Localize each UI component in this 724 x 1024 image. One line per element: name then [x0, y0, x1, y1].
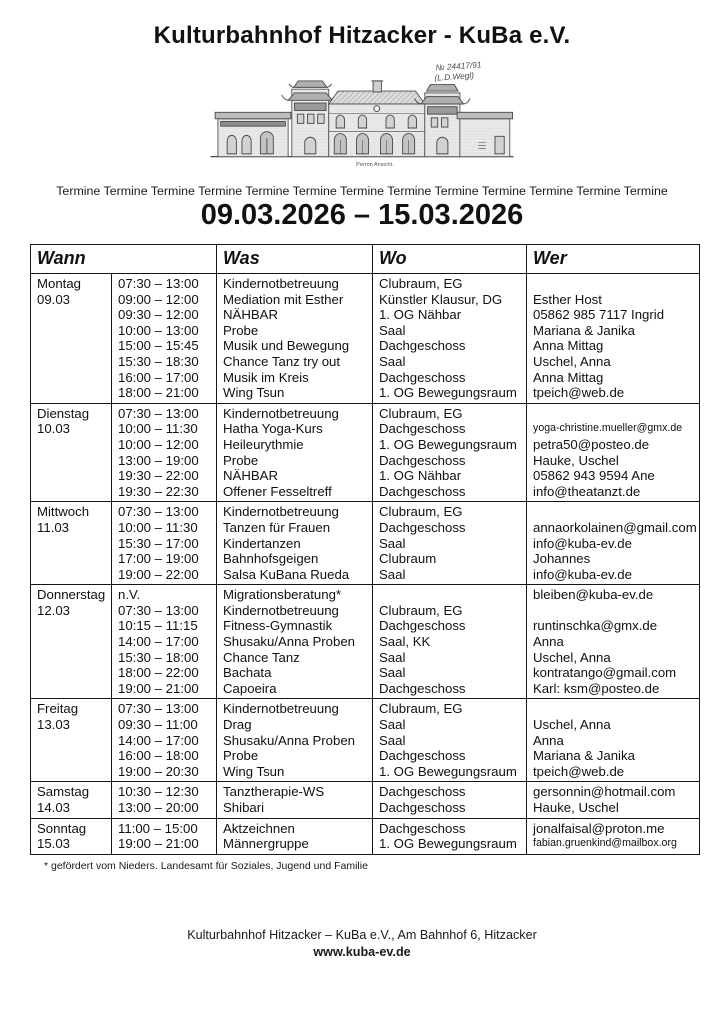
event-time: 18:00 – 22:00 — [118, 665, 199, 681]
station-facade — [211, 81, 514, 157]
event-wo: Dachgeschoss — [379, 680, 466, 696]
event-was: Tanztherapie-WS — [223, 784, 325, 800]
handwritten-annotation — [433, 59, 482, 82]
wer-cell — [527, 502, 700, 585]
wo-cell — [373, 403, 527, 502]
event-wer: tpeich@web.de — [533, 385, 625, 401]
was-cell — [217, 403, 373, 502]
time-cell — [112, 274, 217, 404]
event-time: 18:00 – 21:00 — [118, 385, 199, 401]
event-was: Wing Tsun — [223, 385, 285, 401]
event-wo: Saal — [379, 566, 406, 582]
schedule-table — [30, 244, 700, 855]
station-drawing — [0, 52, 724, 182]
event-was: Capoeira — [223, 680, 277, 696]
event-wer: info@kuba-ev.de — [533, 566, 632, 582]
event-wo: Saal — [379, 717, 406, 733]
event-wo: Dachgeschoss — [379, 784, 466, 800]
event-wo: Dachgeschoss — [379, 338, 466, 354]
event-wer: Mariana & Janika — [533, 322, 635, 338]
event-wer: Karl: ksm@posteo.de — [533, 680, 660, 696]
event-was: Probe — [223, 452, 259, 468]
wer-cell — [527, 585, 700, 699]
event-wer: Anna — [533, 634, 564, 650]
event-wer: Anna Mittag — [533, 338, 604, 354]
event-time: 19:00 – 21:00 — [118, 680, 199, 696]
event-wer: runtinschka@gmx.de — [533, 618, 658, 634]
event-wer: 05862 943 9594 Ane — [533, 468, 655, 484]
event-time: 14:00 – 17:00 — [118, 634, 199, 650]
time-cell — [112, 585, 217, 699]
day-date: 14.03 — [37, 800, 71, 815]
event-wer — [533, 406, 699, 422]
day-cell — [31, 403, 112, 502]
event-wo: Dachgeschoss — [379, 519, 466, 535]
event-was: Heileurythmie — [223, 436, 304, 452]
event-time: 14:00 – 17:00 — [118, 732, 199, 748]
event-time: 19:00 – 21:00 — [118, 836, 199, 852]
drawing-annotation-line2: (L.D.Wegl) — [434, 70, 475, 83]
event-was: Mediation mit Esther — [223, 291, 344, 307]
event-was: Shusaku/Anna Proben — [223, 634, 355, 650]
was-cell — [217, 818, 373, 854]
day-row — [31, 818, 700, 854]
event-wo: Dachgeschoss — [379, 369, 466, 385]
wo-cell — [373, 699, 527, 782]
event-wo: 1. OG Bewegungsraum — [379, 385, 517, 401]
event-wer: 05862 985 7117 Ingrid — [533, 307, 665, 323]
column-header-wann: Wann — [31, 245, 217, 274]
event-time: 15:30 – 18:00 — [118, 649, 199, 665]
time-cell — [112, 403, 217, 502]
event-wer: yoga-christine.mueller@gmx.de — [533, 422, 683, 435]
event-wer: Uschel, Anna — [533, 717, 611, 733]
time-cell — [112, 782, 217, 818]
event-was: Männergruppe — [223, 836, 309, 852]
event-time: 19:30 – 22:30 — [118, 483, 199, 499]
event-wo: Saal — [379, 322, 406, 338]
day-name: Sonntag — [37, 820, 87, 836]
day-date: 09.03 — [37, 291, 71, 307]
was-cell — [217, 699, 373, 782]
event-time: 17:00 – 19:00 — [118, 551, 199, 567]
event-time: 16:00 – 18:00 — [118, 748, 199, 764]
station-drawing-svg — [205, 52, 519, 180]
day-cell — [31, 585, 112, 699]
footer-address: Kulturbahnhof Hitzacker – KuBa e.V., Am Bahnhof 6, Hitzacker — [187, 927, 537, 942]
event-time: 15:30 – 18:30 — [118, 353, 199, 369]
event-wo: Clubraum, EG — [379, 602, 463, 618]
event-was: Chance Tanz — [223, 649, 300, 665]
day-name: Montag — [37, 276, 81, 291]
event-wer: Mariana & Janika — [533, 748, 635, 764]
event-wer: jonalfaisal@proton.me — [533, 820, 665, 836]
event-wer: Hauke, Uschel — [533, 800, 619, 815]
was-cell — [217, 274, 373, 404]
time-cell — [112, 818, 217, 854]
event-time: 10:30 – 12:30 — [118, 784, 199, 800]
event-wo: Clubraum, EG — [379, 504, 463, 520]
event-time: 10:00 – 12:00 — [118, 436, 199, 452]
event-wo: Dachgeschoss — [379, 618, 466, 634]
event-was: Musik und Bewegung — [223, 338, 350, 354]
event-time: 07:30 – 13:00 — [118, 504, 199, 520]
day-date: 11.03 — [37, 519, 70, 535]
event-time: 15:00 – 15:45 — [118, 338, 199, 354]
event-was: Kindertanzen — [223, 535, 301, 551]
day-row — [31, 274, 700, 404]
event-wer: Uschel, Anna — [533, 353, 611, 369]
event-time: 09:00 – 12:00 — [118, 291, 199, 307]
event-time: 09:30 – 12:00 — [118, 307, 199, 323]
event-wo — [379, 587, 526, 603]
event-wer: Hauke, Uschel — [533, 452, 619, 468]
event-time: 07:30 – 13:00 — [118, 701, 199, 717]
event-was: Tanzen für Frauen — [223, 519, 331, 535]
footer — [0, 928, 724, 959]
drawing-caption: Perron Ansicht. — [356, 161, 394, 168]
event-was: Hatha Yoga-Kurs — [223, 421, 323, 437]
day-cell — [31, 502, 112, 585]
event-wo: Saal — [379, 353, 406, 369]
event-wo: 1. OG Nähbar — [379, 468, 462, 484]
wer-cell — [527, 818, 700, 854]
day-name: Freitag — [37, 701, 79, 717]
event-wo: Saal — [379, 649, 406, 665]
event-time: 16:00 – 17:00 — [118, 369, 199, 385]
wer-cell — [527, 403, 700, 502]
event-wo: 1. OG Bewegungsraum — [379, 836, 517, 852]
event-wo: Dachgeschoss — [379, 800, 466, 815]
event-wer: annaorkolainen@gmail.com — [533, 519, 697, 535]
event-wer — [533, 276, 699, 292]
event-wo: Saal — [379, 732, 406, 748]
event-wo: Künstler Klausur, DG — [379, 291, 503, 307]
wer-cell — [527, 699, 700, 782]
event-time: 11:00 – 15:00 — [118, 820, 198, 836]
event-wer: tpeich@web.de — [533, 763, 625, 779]
footnote: * gefördert vom Nieders. Landesamt für Soziales, Jugend und Familie — [44, 859, 368, 872]
event-was: Kindernotbetreuung — [223, 701, 339, 717]
event-was: Shusaku/Anna Proben — [223, 732, 355, 748]
column-header-wo: Wo — [373, 245, 527, 274]
event-wer: info@kuba-ev.de — [533, 535, 632, 551]
time-cell — [112, 502, 217, 585]
event-wer — [533, 701, 699, 717]
event-wer: Uschel, Anna — [533, 649, 611, 665]
event-time: 19:30 – 22:00 — [118, 468, 199, 484]
event-was: Fitness-Gymnastik — [223, 618, 333, 634]
time-cell — [112, 699, 217, 782]
day-name: Mittwoch — [37, 504, 90, 520]
wo-cell — [373, 585, 527, 699]
event-time: 07:30 – 13:00 — [118, 602, 199, 618]
event-was: Migrationsberatung* — [223, 587, 342, 603]
was-cell — [217, 502, 373, 585]
event-time: 13:00 – 20:00 — [118, 800, 199, 815]
event-time: 15:30 – 17:00 — [118, 535, 199, 551]
day-date: 13.03 — [37, 717, 71, 733]
event-time: 07:30 – 13:00 — [118, 405, 199, 421]
event-wer: Johannes — [533, 551, 591, 567]
event-was: NÄHBAR — [223, 468, 278, 484]
event-time: 10:15 – 11:15 — [118, 618, 198, 634]
event-wo: Dachgeschoss — [379, 748, 466, 764]
wo-cell — [373, 782, 527, 818]
event-was: Probe — [223, 748, 259, 764]
event-wer: Anna Mittag — [533, 369, 604, 385]
event-wer: Anna — [533, 732, 564, 748]
column-header-wer: Wer — [527, 245, 700, 274]
drawing-annotation-line1: № 24417/91 — [435, 59, 482, 73]
event-wo: 1. OG Bewegungsraum — [379, 436, 517, 452]
was-cell — [217, 782, 373, 818]
day-cell — [31, 818, 112, 854]
event-was: Kindernotbetreuung — [223, 276, 339, 291]
event-wo: Clubraum, EG — [379, 276, 463, 291]
day-name: Donnerstag — [37, 587, 106, 603]
footer-website: www.kuba-ev.de — [313, 944, 411, 959]
event-wer — [533, 603, 699, 619]
event-wo: Clubraum — [379, 551, 437, 567]
event-wer: petra50@posteo.de — [533, 436, 650, 452]
event-time: n.V. — [118, 587, 141, 603]
event-wer: fabian.gruenkind@mailbox.org — [533, 837, 677, 850]
termine-line: Termine Termine Termine Termine Termine Termine Termine Termine Termine Termine Termine Termine Termine — [56, 184, 668, 198]
event-time: 09:30 – 11:00 — [118, 717, 198, 733]
event-was: Chance Tanz try out — [223, 353, 341, 369]
event-wer: gersonnin@hotmail.com — [533, 784, 676, 800]
event-was: Salsa KuBana Rueda — [223, 566, 350, 582]
event-time: 13:00 – 19:00 — [118, 452, 199, 468]
event-was: Musik im Kreis — [223, 369, 309, 385]
event-was: Aktzeichnen — [223, 820, 295, 836]
schedule-header-row — [31, 245, 700, 274]
event-was: Offener Fesseltreff — [223, 483, 332, 499]
day-cell — [31, 274, 112, 404]
was-cell — [217, 585, 373, 699]
day-cell — [31, 782, 112, 818]
event-wo: 1. OG Bewegungsraum — [379, 763, 517, 779]
day-name: Dienstag — [37, 405, 90, 421]
day-cell — [31, 699, 112, 782]
event-was: Kindernotbetreuung — [223, 602, 339, 618]
event-wo: Dachgeschoss — [379, 820, 466, 836]
day-date: 15.03 — [37, 836, 71, 852]
event-wo: 1. OG Nähbar — [379, 307, 462, 323]
day-row — [31, 699, 700, 782]
event-time: 19:00 – 20:30 — [118, 763, 199, 779]
day-date: 12.03 — [37, 602, 71, 618]
wo-cell — [373, 502, 527, 585]
event-wo: Saal — [379, 535, 406, 551]
event-was: Probe — [223, 322, 259, 338]
event-time: 10:00 – 11:30 — [118, 421, 198, 437]
event-wo: Clubraum, EG — [379, 405, 463, 421]
day-name: Samstag — [37, 784, 90, 800]
event-was: Drag — [223, 717, 252, 733]
event-wo: Dachgeschoss — [379, 483, 466, 499]
event-was: Bachata — [223, 665, 272, 681]
event-time: 10:00 – 13:00 — [118, 322, 199, 338]
event-wo: Clubraum, EG — [379, 701, 463, 717]
event-time: 07:30 – 13:00 — [118, 276, 199, 291]
column-header-was: Was — [217, 245, 373, 274]
event-was: Shibari — [223, 800, 265, 815]
date-range: 09.03.2026 – 15.03.2026 — [200, 199, 524, 231]
day-row — [31, 502, 700, 585]
event-wo: Dachgeschoss — [379, 421, 466, 437]
wo-cell — [373, 818, 527, 854]
event-wer: info@theatanzt.de — [533, 483, 641, 499]
event-time: 10:00 – 11:30 — [118, 519, 198, 535]
event-was: Wing Tsun — [223, 763, 285, 779]
day-row — [31, 585, 700, 699]
wer-cell — [527, 274, 700, 404]
wo-cell — [373, 274, 527, 404]
event-time: 19:00 – 22:00 — [118, 566, 199, 582]
event-was: NÄHBAR — [223, 307, 278, 323]
event-wer: Esther Host — [533, 291, 602, 307]
schedule-table-body — [31, 274, 700, 855]
event-wer: bleiben@kuba-ev.de — [533, 587, 654, 603]
event-wer — [533, 504, 699, 520]
wer-cell — [527, 782, 700, 818]
day-row — [31, 403, 700, 502]
event-wer: kontratango@gmail.com — [533, 665, 677, 681]
event-wo: Saal, KK — [379, 634, 431, 650]
event-was: Kindernotbetreuung — [223, 405, 339, 421]
page-title: Kulturbahnhof Hitzacker - KuBa e.V. — [153, 22, 571, 49]
day-row — [31, 782, 700, 818]
event-was: Kindernotbetreuung — [223, 504, 339, 520]
event-wo: Saal — [379, 665, 406, 681]
day-date: 10.03 — [37, 421, 71, 437]
event-was: Bahnhofsgeigen — [223, 551, 319, 567]
event-wo: Dachgeschoss — [379, 452, 466, 468]
